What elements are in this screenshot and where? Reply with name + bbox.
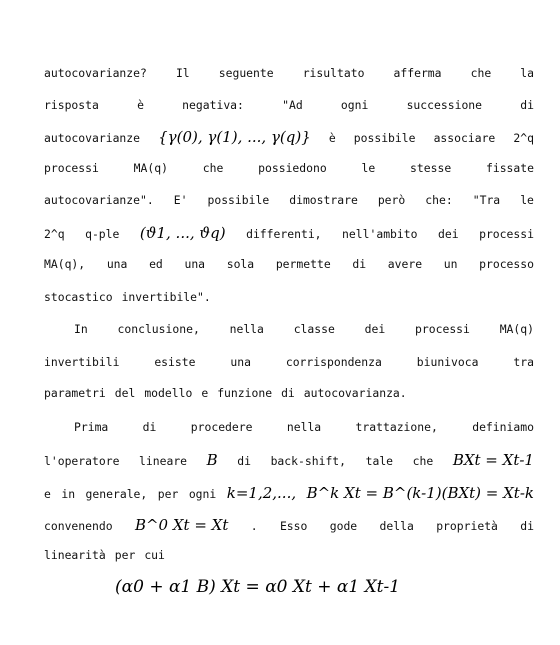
text-word: gode	[329, 519, 358, 533]
text-word: negativa:	[182, 98, 244, 112]
text-word: 2^q	[44, 227, 65, 241]
text-word: di	[352, 257, 367, 271]
text-word: per	[114, 548, 136, 562]
text-word: autocovarianze".	[44, 193, 154, 207]
text-word: fissate	[485, 161, 534, 175]
text-word: che:	[425, 193, 453, 207]
text-word: BXt = Xt-1	[452, 451, 534, 469]
text-word: le	[361, 161, 376, 175]
text-word: .	[250, 519, 258, 533]
text-word: seguente	[218, 66, 274, 80]
text-word: generale,	[85, 487, 148, 501]
text-word: proprietà	[436, 519, 498, 533]
text-word: che	[202, 161, 224, 175]
display-formula: (α0 + α1 B) Xt = α0 Xt + α1 Xt-1	[115, 577, 401, 597]
text-word: differenti,	[246, 227, 322, 241]
text-word: possiedono	[258, 161, 327, 175]
text-line	[44, 193, 534, 207]
text-word: e	[201, 386, 209, 400]
text-word: però	[377, 193, 406, 207]
text-line	[44, 66, 534, 80]
text-word: k=1,2,...,	[226, 484, 297, 502]
text-word: MA(q)	[499, 322, 534, 336]
text-line	[44, 128, 534, 146]
text-word: ogni	[340, 98, 369, 112]
text-line	[44, 451, 534, 469]
text-word: che	[412, 454, 434, 468]
text-word: classe	[293, 322, 335, 336]
text-word: stocastico	[44, 290, 113, 304]
text-word: Esso	[279, 519, 308, 533]
text-word: MA(q),	[44, 257, 86, 271]
text-line	[44, 161, 534, 175]
text-word: nella	[229, 322, 264, 336]
text-word: definiamo	[472, 420, 534, 434]
text-word: sola	[226, 257, 255, 271]
text-word: invertibile".	[121, 290, 211, 304]
text-line	[74, 420, 534, 434]
text-word: processi	[479, 227, 534, 241]
text-word: lineare	[139, 454, 188, 468]
text-word: del	[114, 386, 136, 400]
text-word: corrispondenza	[285, 355, 382, 369]
text-word: in	[61, 487, 76, 501]
text-word: possibile	[207, 193, 270, 207]
text-word: trattazione,	[355, 420, 438, 434]
text-word: di	[520, 98, 534, 112]
text-word: ogni	[188, 487, 217, 501]
text-word: Prima	[74, 420, 109, 434]
text-word: l'operatore	[44, 454, 120, 468]
text-word: e	[44, 487, 51, 501]
text-word: tra	[513, 355, 534, 369]
text-word: di	[237, 454, 251, 468]
text-word: back-shift,	[270, 454, 347, 468]
text-word: risposta	[44, 98, 99, 112]
text-word: associare	[433, 131, 496, 145]
text-word: processi	[415, 322, 470, 336]
text-word: modello	[144, 386, 193, 400]
text-line	[74, 322, 534, 336]
text-line	[44, 224, 534, 242]
text-word: una	[106, 257, 128, 271]
text-word: successione	[406, 98, 483, 112]
text-word: risultato	[302, 66, 365, 80]
text-word: "Tra	[472, 193, 501, 207]
text-word: B	[206, 451, 218, 469]
text-word: "Ad	[282, 98, 303, 112]
text-line	[44, 386, 534, 400]
text-word: ed	[149, 257, 163, 271]
text-word: esiste	[154, 355, 196, 369]
text-word: q-ple	[85, 227, 120, 241]
text-word: biunivoca	[416, 355, 479, 369]
text-word: che	[470, 66, 492, 80]
text-word: Il	[175, 66, 190, 80]
text-word: procedere	[190, 420, 253, 434]
text-line	[44, 257, 534, 271]
text-line	[44, 98, 534, 112]
text-word: tale	[365, 454, 394, 468]
text-word: di	[281, 386, 295, 400]
text-word: avere	[387, 257, 423, 271]
text-word: dei	[364, 322, 386, 336]
text-word: afferma	[393, 66, 442, 80]
text-word: dei	[438, 227, 459, 241]
text-word: cui	[144, 548, 165, 562]
text-word: parametri	[44, 386, 106, 400]
text-word: della	[379, 519, 414, 533]
text-word: di	[142, 420, 157, 434]
text-word: le	[520, 193, 534, 207]
text-word: convenendo	[44, 519, 113, 533]
text-line	[44, 516, 534, 534]
text-word: dimostrare	[289, 193, 358, 207]
text-word: In	[74, 322, 88, 336]
text-word: processi	[44, 161, 99, 175]
text-word: un	[443, 257, 458, 271]
text-word: B^0 Xt = Xt	[134, 516, 229, 534]
text-word: una	[184, 257, 206, 271]
text-word: (ϑ1, ..., ϑq)	[139, 224, 226, 242]
text-word: MA(q)	[133, 161, 168, 175]
text-word: è	[328, 131, 336, 145]
text-line	[44, 355, 534, 369]
text-line	[44, 484, 534, 502]
text-word: E'	[173, 193, 188, 207]
text-word: la	[520, 66, 534, 80]
text-word: nell'ambito	[342, 227, 418, 241]
text-word: stesse	[410, 161, 452, 175]
text-word: autocovarianze?	[44, 66, 147, 80]
text-word: funzione	[217, 386, 273, 400]
text-word: 2^q	[513, 131, 534, 145]
text-word: conclusione,	[117, 322, 200, 336]
text-word: possibile	[353, 131, 416, 145]
text-word: {γ(0), γ(1), ..., γ(q)}	[158, 128, 311, 146]
text-line	[44, 548, 534, 562]
text-line	[44, 290, 534, 304]
text-word: è	[137, 98, 144, 112]
text-word: invertibili	[44, 355, 120, 369]
text-word: linearità	[44, 548, 106, 562]
text-word: B^k Xt = B^(k-1)(BXt) = Xt-k	[306, 484, 534, 502]
text-word: di	[520, 519, 534, 533]
text-word: nella	[286, 420, 322, 434]
text-word: processo	[479, 257, 534, 271]
text-word: autocovarianza.	[303, 386, 407, 400]
text-word: autocovarianze	[44, 131, 141, 145]
text-word: permette	[275, 257, 331, 271]
text-word: una	[230, 355, 251, 369]
text-word: per	[157, 487, 179, 501]
